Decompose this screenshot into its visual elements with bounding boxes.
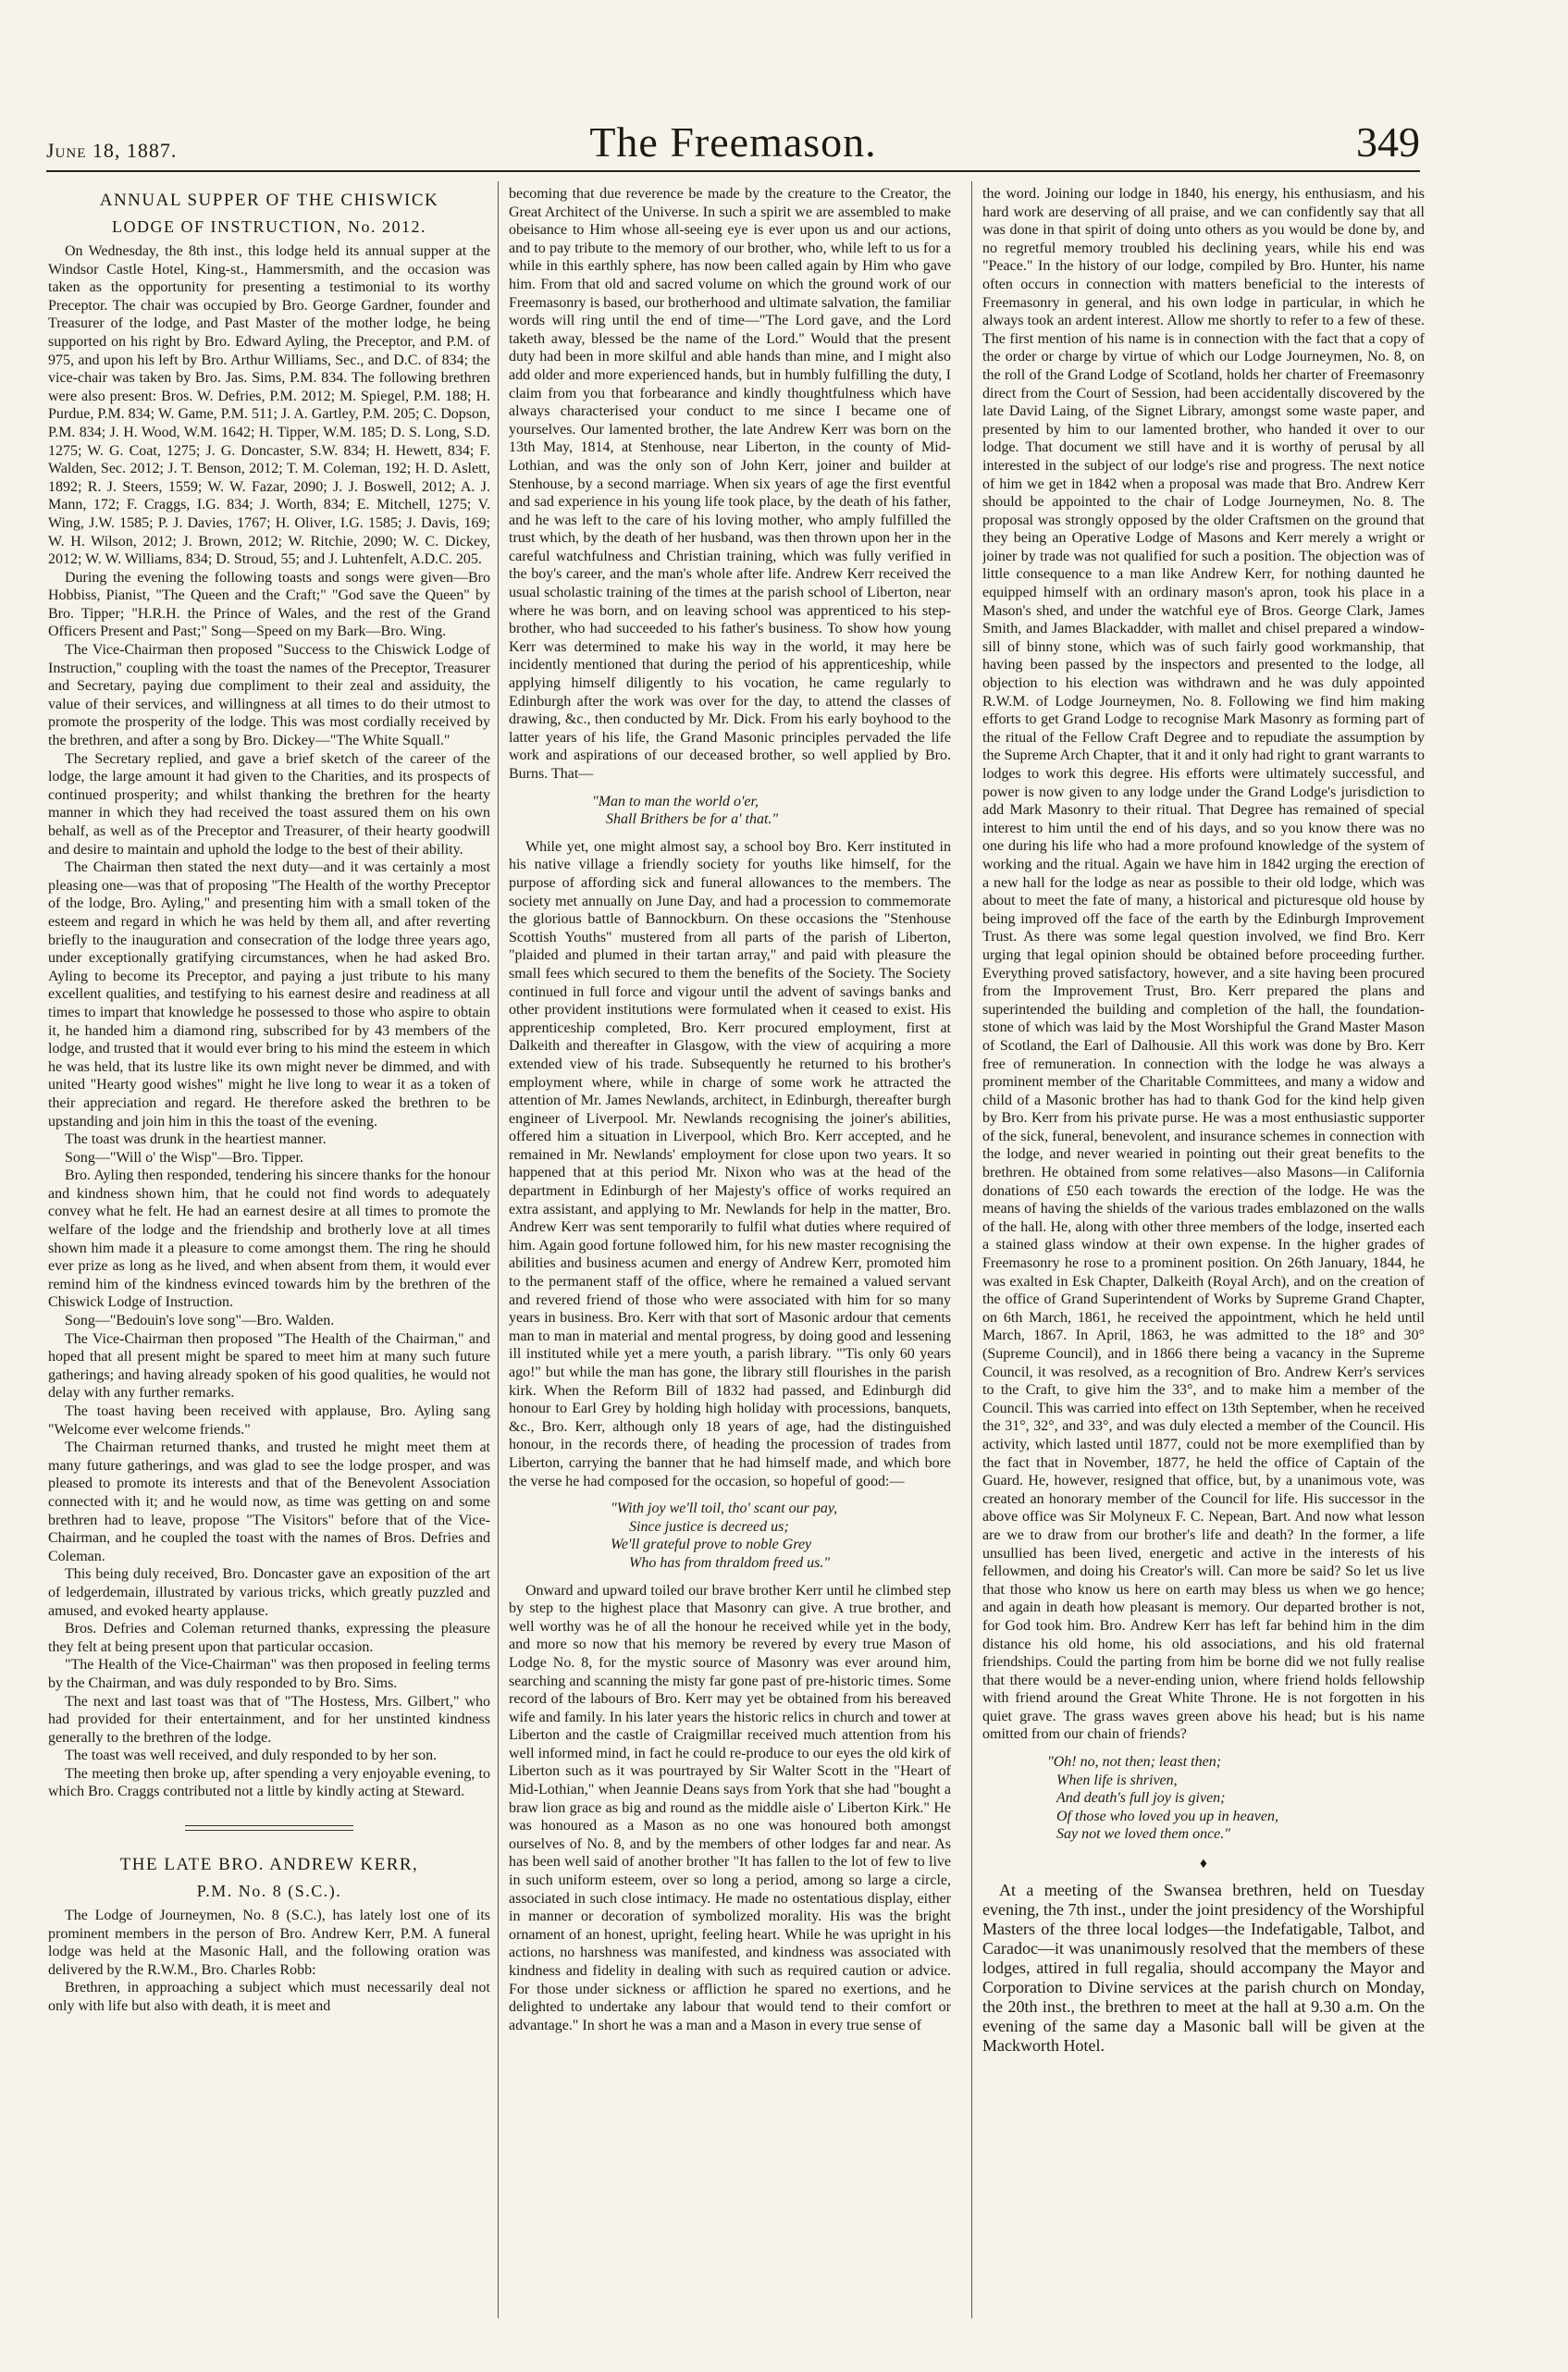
column-separator [498, 181, 499, 2318]
newspaper-title: The Freemason. [589, 118, 877, 166]
masthead-rule [46, 170, 1420, 172]
verse-line: Of those who loved you up in heaven, [1056, 1808, 1278, 1824]
verse [509, 1500, 951, 1572]
paragraph: the word. Joining our lodge in 1840, his energy, his enthusiasm, and his hard work are deserving of all praise, and we can confidently say that all was done in that spirit of doing unto others as you would be done by, and no regretful memory troubled his declining years, while his end was "Peace." In the history of our lodge, compiled by Bro. Hunter, his name often occurs in connection with matters beneficial to the interests of Freemasonry in general, and his own lodge in particular, in which he always took an ardent interest. Allow me shortly to refer to a few of these. The first mention of his name is in connection with the fact that a copy of the order or charge by virtue of which our Lodge Journeymen, No. 8, on the roll of the Grand Lodge of Scotland, holds her charter of Freemasonry direct from the Court of Session, had been accidentally discovered by the late David Laing, of the Signet Library, amongst some waste paper, and presented by him to our lamented brother, who handed it over to our lodge. That document we still have and it is worthy of perusal by all interested in the subject of our lodge's rise and progress. The next notice of him we get in 1842 when a proposal was made that Bro. Andrew Kerr should be appointed to the chair of Lodge Journeymen, No. 8. The proposal was strongly opposed by the older Craftsmen on the ground that they being an Operative Lodge of Masons and Kerr merely a wright or joiner by trade was not qualified for such a position. The objection was of little consequence to a man like Andrew Kerr, for nothing daunted he equipped himself with an ordinary mason's apron, took his place in a Mason's shed, and under the watchful eye of Bros. George Clark, James Smith, and James Blackadder, with mallet and chisel prepared a window-sill of binny stone, which was of such fairly good workmanship, that having been passed by the inspectors and presented to the lodge, all objection to his election was withdrawn and he was duly appointed R.W.M. of Lodge Journeymen, No. 8. Following we find him making efforts to get Grand Lodge to recognise Mark Masonry as forming part of the ritual of the Fellow Craft Degree and to repudiate the assumption by the Supreme Arch Chapter, that it and it only had right to grant warrants to lodges to work this degree. His efforts were ultimately successful, and power is now given to any lodge under the Grand Lodge's jurisdiction to add Mark Masonry to their ritual. That Degree has remained of special interest to him until the end of his days, and so you know there was no one during his life who had a more profound knowledge of the system of working and the ritual. Again we have him in 1842 urging the erection of a new hall for the lodge as near as possible to their old lodge, which was about to meet the fate of many, a historical and picturesque old house by being improved off the face of the earth by the Edinburgh Improvement Trust. As there was some legal question involved, we find Bro. Kerr urging that legal opinion should be obtained before proceeding further. Everything proved satisfactory, however, and a site having been procured from the Improvement Trust, Bro. Kerr prepared the plans and superintended the building and completion of the hall, the foundation-stone of which was laid by the Most Worshipful the Grand Master Mason of Scotland, the Earl of Dalhousie. All this work was done by Bro. Kerr free of remuneration. In connection with the lodge he was always a prominent member of the Charitable Committees, and many a widow and child of a Masonic brother has had to thank God for the kind help given by Bro. Kerr from his private purse. He was a most enthusiastic supporter of the sick, funeral, benevolent, and insurance schemes in connection with the lodge, and never wearied in pointing out their great benefits to the brethren. He obtained from some relatives—also Masons—in California donations of £50 each towards the erection of the lodge. He was the means of having the shields of the various trades emblazoned on the walls of the hall. He, along with other three members of the lodge, inserted each a stained glass window at their own expense. In the higher grades of Freemasonry he rose to a prominent position. On 26th January, 1844, he was exalted in Esk Chapter, Dalkeith (Royal Arch), and on the creation of the office of Grand Superintendent of Works by Supreme Grand Chapter, on 6th March, 1861, he received the appointment, which he held until March, 1867. In April, 1863, he was admitted to the 18° and 30° (Supreme Council), and in 1866 there being a vacancy in the Supreme Council, it was resolved, as a recognition of Bro. Andrew Kerr's services to the Craft, to give him the 33°, and to make him a member of the Council. This was carried into effect on 13th September, when he received the 31°, 32°, and 33°, and was duly elected a member of the Council. His activity, which lasted until 1877, could not be more exemplified than by the fact that in November, 1877, he held the office of Captain of the Guard. He, however, resigned that office, but, by a unanimous vote, was created an honorary member of the Council for life. His successor in the above office was Sir Molyneux F. C. Nepean, Bart. And now what lesson are we to draw from our brother's life and death? In the former, a life unsullied has been lived, energetic and active in the interests of his fellowmen, and doing his Creator's will. Can more be said? So let us live that those who know us here on earth may bless us when we go hence; and again in death how pleasant is memory. Our departed brother is not, for God took him. Bro. Andrew Kerr has left far behind him in the dim distance his old home, his old associations, and his old fraternal friendships. Could the parting from him be borne did we not fully realise that there would be a never-ending union, where friend holds fellowship with friend around the Great White Throne. He is not forgotten in his quiet grave. The grass waves green above his head; but is his name omitted from our chain of friends? [982, 186, 1425, 1743]
column-1 [48, 185, 490, 2313]
paragraph: Song—"Bedouin's love song"—Bro. Walden. [65, 1313, 335, 1329]
paragraph: The toast having been received with applause, Bro. Ayling sang "Welcome ever welcome friends." [48, 1403, 490, 1438]
column-separator [971, 181, 972, 2318]
paragraph: "The Health of the Vice-Chairman" was then proposed in feeling terms by the Chairman, and was duly responded to by Bro. Sims. [48, 1657, 490, 1691]
paragraph: The Vice-Chairman then proposed "The Health of the Chairman," and hoped that all present might be spared to meet him at many such future gatherings; and having already spoken of his good qualities, he would not delay with any further remarks. [48, 1330, 490, 1402]
page-number: 349 [1356, 118, 1420, 166]
column-2 [509, 185, 951, 2313]
paragraph: becoming that due reverence be made by the creature to the Creator, the Great Architect of the Universe. In such a spirit we are assembled to make obeisance to Him whose all-seeing eye is ever upon us and our actions, and to pay tribute to the memory of our brother, who, while left to us for a while in this earthly sphere, has now been called again by Him who gave him. From that old and sacred volume on which the ground work of our Freemasonry is based, our brotherhood and ultimate salvation, the familiar words will ring until the end of time—"The Lord gave, and the Lord taketh away, blessed be the name of the Lord." Would that the present duty had been in more skilful and able hands than mine, and I might also add older and more experienced hands, but in humbly fulfilling the duty, I claim from you that forbearance and kindly thoughtfulness which have always characterised your conduct to me since I became one of yourselves. Our lamented brother, the late Andrew Kerr was born on the 13th May, 1814, at Stenhouse, near Liberton, in the county of Mid-Lothian, and was the only son of John Kerr, joiner and builder at Stenhouse, by a second marriage. When six years of age the first eventful and sad experience in his young life took place, by the death of his father, and he was left to the care of his loving mother, who amply fulfilled the trust which, by the death of her husband, was then thrown upon her in the careful watchfulness and Christian training, which was fully verified in the boy's career, and the man's whole after life. Andrew Kerr received the usual scholastic training of the times at the parish school of Liberton, near where he was born, and on leaving school was apprenticed to his step-brother, who had succeeded to his father's business. To show how young Kerr was determined to make his way in the world, it may here be incidently mentioned that during the period of his apprenticeship, while applying himself diligently to his vocation, he came regularly to Edinburgh after the work was over for the day, to attend the classes of drawing, &c., then conducted by Mr. Dick. From his early boyhood to the latter years of his life, the Grand Masonic principles pervaded the life work and aspirations of our deceased brother, so well applied by Bro. Burns. That— [509, 186, 951, 782]
verse-line: "Oh! no, not then; least then; [1047, 1754, 1222, 1771]
verse-line: Shall Brithers be for a' that." [606, 811, 779, 828]
article-heading: ANNUAL SUPPER OF THE CHISWICK [99, 191, 439, 210]
paragraph: During the evening the following toasts and songs were given—Bro Hobbiss, Pianist, "The Queen and the Craft;" "God save the Queen" by Bro. Tipper; "H.R.H. the Prince of Wales, and the rest of the Grand Officers Present and Past;" Song—Speed on my Bark—Bro. Wing. [48, 569, 490, 640]
paragraph: Bros. Defries and Coleman returned thanks, expressing the pleasure they felt at being present upon that particular occasion. [48, 1621, 490, 1655]
verse-line: We'll grateful prove to noble Grey [611, 1537, 812, 1553]
verse-line: "With joy we'll toil, tho' scant our pay, [611, 1501, 838, 1517]
paragraph: While yet, one might almost say, a school boy Bro. Kerr instituted in his native village a friendly society for youths like himself, for the purpose of affording sick and funeral allowances to the members. The society met annually on June Day, and had a procession to commemorate the glorious battle of Bannockburn. On these occasions the "Stenhouse Scottish Youths" mustered from all parts of the parish of Liberton, "plaided and plumed in their tartan array," and paid with pleasure the small fees which secured to them the benefits of the Society. The Society continued in full force and vigour until the advent of savings banks and other provident institutions were formulated when it ceased to exist. His apprenticeship completed, Bro. Kerr procured employment, first at Dalkeith and thereafter in Glasgow, with the view of acquiring a more extended view of his trade. Subsequently he returned to his brother's employment where, while in charge of some work he attracted the attention of Mr. James Newlands, architect, in Edinburgh, thereafter burgh engineer of Liverpool. Mr. Newlands recognising the joiner's abilities, offered him a situation in Liverpool, which Bro. Kerr accepted, and he remained in Mr. Newlands' employment for close upon two years. It so happened that at this period Mr. Nixon who was at the head of the department in Edinburgh of her Majesty's office of works required an extra assistant, and applying to Mr. Newlands for help in the matter, Bro. Andrew Kerr was sent temporarily to fulfil what duties where required of him. Again good fortune followed him, for his new master recognising the abilities and business acumen and energy of Andrew Kerr, promoted him to the permanent staff of the office, where he remained a valued servant and revered friend of those who were associated with him for so many years in business. Bro. Kerr with that sort of Masonic ardour that cements man to man in material and mental progress, by doing good and lessening ill instituted while yet a mere youth, a parish library. "'Tis only 60 years ago!" but while the man has gone, the library still flourishes in the parish kirk. When the Reform Bill of 1832 had passed, and Edinburgh did honour to Earl Grey by holding high holiday with processions, banquets, &c., Bro. Kerr, although only 18 years of age, had the distinguished honour, in the records there, of heading the procession of trades from Liberton, carrying the banner that he had himself made, and which bore the verse he had composed for the occasion, so hopeful of good:— [509, 838, 951, 1489]
paragraph: Onward and upward toiled our brave brother Kerr until he climbed step by step to the highest place that Masonry can give. A true brother, and well worthy was he of all the honour he received while yet in the body, and more so now that his memory be revered by every true Mason of Lodge No. 8, for the mystic source of Masonry was ever around him, searching and scanning the misty far gone past of pre-historic times. Some record of the labours of Bro. Kerr may yet be obtained from his bereaved wife and family. In his later years the historic relics in church and tower at Liberton and the castle of Craigmillar received much attention from his well informed mind, in fact he could re-produce to our eyes the old kirk of Liberton such as it was pourtrayed by Sir Walter Scott in the "Heart of Mid-Lothian," when Jeannie Deans says from York that she had "bought a braw lion grace as big and round as the middle aisle o' Liberton Kirk." He was honoured as a Mason as no one was honoured both amongst ourselves of No. 8, and by the members of other lodges far and near. As has been well said of another brother "It has fallen to the lot of few to live in such uniform esteem, over so long a period, among so large a circle, associated in such close intimacy. He made no ostentatious display, either in manner or decoration of symbolized morality. His was the bright ornament of an honest, upright, feeling heart. While he was upright in his actions, no harshness was manifested, and kindness was associated with kindness and fidelity in dealing with such as required caution or advice. For those under sickness or affliction he spared no exertions, and he delighted to undertake any labour that would tend to their comfort or advantage." In short he was a man and a Mason in every true sense of [509, 1582, 951, 2033]
article-subheading: LODGE OF INSTRUCTION, No. 2012. [112, 217, 426, 236]
issue-date: June 18, 1887. [46, 139, 178, 162]
paragraph: Song—"Will o' the Wisp"—Bro. Tipper. [65, 1149, 303, 1166]
paragraph: The Lodge of Journeymen, No. 8 (S.C.), has lately lost one of its prominent members in the person of Bro. Andrew Kerr, P.M. A funeral lodge was held at the Masonic Hall, and the following oration was delivered by the R.W.M., Bro. Charles Robb: [48, 1908, 490, 1978]
paragraph: The Chairman then stated the next duty—and it was certainly a most pleasing one—was that of proposing "The Health of the worthy Preceptor of the lodge, Bro. Ayling," and presenting him with a small token of the esteem and regard in which he was held by them all, and after reverting briefly to the inauguration and consecration of the lodge three years ago, under exceptionally gratifying circumstances, when he had asked Bro. Ayling to become its Preceptor, and paying a just tribute to his many excellent qualities, and testifying to his earnest desire and readiness at all times to impart that knowledge he possessed to those who aspire to obtain it, he handed him a diamond ring, subscribed for by 43 members of the lodge, and trusted that it would ever bring to his mind the esteem in which he was held, that its lustre like its own might never be dimmed, and with united "Hearty good wishes" might he live long to wear it as a token of their appreciation and regard. He therefore asked the brethren to be upstanding and join him in this the toast of the evening. [48, 859, 490, 1130]
verse-line: "Man to man the world o'er, [592, 793, 759, 809]
paragraph: The toast was drunk in the heartiest manner. [65, 1131, 327, 1148]
article-heading: THE LATE BRO. ANDREW KERR, [119, 1855, 419, 1875]
paragraph: The next and last toast was that of "The Hostess, Mrs. Gilbert," who had provided for their entertainment, and for her unstinted kindness generally to the brethren of the lodge. [48, 1693, 490, 1746]
masthead [46, 111, 1420, 167]
verse [509, 793, 951, 829]
verse-line: Say not we loved them once." [1056, 1826, 1230, 1843]
ornament-divider: ♦ [1199, 1856, 1208, 1872]
paragraph: On Wednesday, the 8th inst., this lodge held its annual supper at the Windsor Castle Hotel, King-st., Hammersmith, and the occasion was taken as the opportunity for presenting a testimonial to its worthy Preceptor. The chair was occupied by Bro. George Gardner, founder and Treasurer of the lodge, and Past Master of the mother lodge, he being supported on his right by Bro. Edward Ayling, the Preceptor, and P.M. of 975, and upon his left by Bro. Arthur Williams, Sec., and D.C. of 834; the vice-chair was taken by Bro. Jas. Sims, P.M. 834. The following brethren were also present: Bros. W. Defries, P.M. 2012; M. Spiegel, P.M. 188; H. Purdue, P.M. 834; W. Game, P.M. 511; J. A. Gartley, P.M. 205; C. Dopson, P.M. 834; J. H. Wood, W.M. 1642; H. Tipper, W.M. 185; D. S. Long, S.D. 1275; W. G. Coat, 1275; J. G. Doncaster, S.W. 834; H. Hewett, 834; F. Walden, Sec. 2012; J. T. Benson, 2012; T. M. Coleman, 192; H. D. Aslett, 1892; R. J. Steers, 1559; W. W. Fazar, 2090; J. J. Boswell, 2012; A. J. Mann, 172; F. Craggs, I.G. 834; J. Worth, 834; E. Mitchell, 1275; V. Wing, J.W. 1585; P. J. Davies, 1767; H. Oliver, I.G. 1585; J. Davis, 169; W. H. Wilson, 2012; J. Brown, 2012; W. Ritchie, 2090; W. C. Dickey, 2012; W. W. Williams, 834; D. Stroud, 55; and J. Luhtenfelt, A.D.C. 205. [48, 243, 490, 568]
paragraph: The Chairman returned thanks, and trusted he might meet them at many future gatherings, and was glad to see the lodge prosper, and was pleased to promote its interests and that of the Benevolent Association connected with it; and he would now, as time was getting on and some brethren had to leave, propose "The Visitors" before that of the Vice-Chairman, and he coupled the toast with the names of Bros. Defries and Coleman. [48, 1439, 490, 1564]
paragraph: The toast was well received, and duly responded to by her son. [65, 1748, 438, 1764]
column-3 [982, 185, 1425, 2313]
verse [982, 1753, 1425, 1844]
paragraph: Brethren, in approaching a subject which must necessarily deal not only with life but also with death, it is meet and [48, 1980, 490, 2015]
paragraph: The Vice-Chairman then proposed "Success to the Chiswick Lodge of Instruction," coupling with the toast the names of the Preceptor, Treasurer and Secretary, paying due compliment to their zeal and assiduity, the value of their services, and willingness at all times to do their utmost to promote the prosperity of the lodge. This was most cordially received by the brethren, and after a song by Bro. Dickey—"The White Squall." [48, 642, 490, 749]
article-body [48, 242, 490, 1801]
verse-line: Since justice is decreed us; [629, 1518, 789, 1535]
verse-line: Who has from thraldom freed us." [629, 1554, 831, 1571]
verse-line: And death's full joy is given; [1056, 1790, 1226, 1807]
paragraph: This being duly received, Bro. Doncaster gave an exposition of the art of ledgerdemain, illustrated by various tricks, which greatly puzzled and amused, and evoked hearty applause. [48, 1566, 490, 1619]
article-subheading: P.M. No. 8 (S.C.). [196, 1882, 342, 1901]
paragraph: Bro. Ayling then responded, tendering his sincere thanks for the honour and kindness shown him, that he could not find words to adequately convey what he felt. He had an earnest desire at all times to promote the welfare of the lodge and the friendship and brotherly love at all times shown him made it a pleasure to come amongst them. The ring he should ever prize as long as he lived, and when absent from them, it would ever remind him of the kindness evinced towards him by the brethren of the Chiswick Lodge of Instruction. [48, 1167, 490, 1311]
divider-rule [185, 1825, 353, 1826]
verse-line: When life is shriven, [1056, 1772, 1178, 1788]
divider-rule [185, 1830, 353, 1831]
paragraph: The Secretary replied, and gave a brief sketch of the career of the lodge, the large amount it had given to the Charities, and its prospects of continued prosperity; and whilst thanking the brethren for the hearty manner in which they had received the toast assured them on his own behalf, as well as of the Preceptor and Treasurer, of their hearty goodwill and desire to maintain and uphold the lodge to the best of their ability. [48, 750, 490, 858]
paragraph: At a meeting of the Swansea brethren, held on Tuesday evening, the 7th inst., under the joint presidency of the Worshipful Masters of the three local lodges—the Indefatigable, Talbot, and Caradoc—it was unanimously resolved that the members of these lodges, attired in full regalia, should accompany the Mayor and Corporation to Divine services at the parish church on Monday, the 20th inst., the brethren to meet at the hall at 9.30 a.m. On the evening of the same day a Masonic ball will be given at the Mackworth Hotel. [982, 1880, 1425, 2055]
paragraph: The meeting then broke up, after spending a very enjoyable evening, to which Bro. Craggs contributed not a little by kindly acting at Steward. [48, 1765, 490, 1800]
